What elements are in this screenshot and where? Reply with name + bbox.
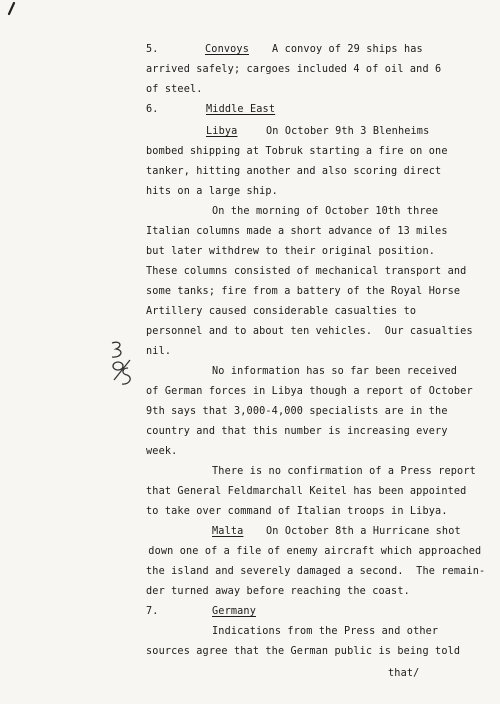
libya-p1-line-1: On October 9th 3 Blenheims [266,126,430,137]
libya-p3-line-4: country and that this number is increasing every [146,426,448,437]
malta-line-3: the island and severely damaged a second. The remain- [146,566,486,577]
libya-p2-line-3: but later withdrew to their original position. [146,246,436,257]
libya-p4-line-3: to take over command of Italian troops in Libya. [146,506,448,517]
section-7-number: 7. [146,606,159,617]
libya-p2-line-4: These columns consisted of mechanical transport and [146,266,467,277]
libya-p2-line-8: nil. [146,346,172,357]
libya-p3-line-5: week. [146,446,178,457]
libya-p4-line-2: that General Feldmarchall Keitel has been appointed [146,486,467,497]
libya-p2-line-6: Artillery caused considerable casualties to [146,306,417,317]
section-7-heading: Germany [212,606,256,617]
libya-p2-line-7: personnel and to about ten vehicles. Our casualties [146,326,473,337]
section-6-heading: Middle East [206,104,276,115]
pencil-mark [5,2,19,16]
malta-line-1: On October 8th a Hurricane shot [266,526,461,537]
section-5-line-3: of steel. [146,84,203,95]
libya-p1-line-3: tanker, hitting another and also scoring direct [146,166,442,177]
libya-p4-line-1: There is no confirmation of a Press report [212,466,476,477]
section-6-number: 6. [146,104,159,115]
catchword: that/ [388,668,420,679]
libya-p1-line-2: bombed shipping at Tobruk starting a fire on one [146,146,448,157]
section-7-line-1: Indications from the Press and other [212,626,439,637]
libya-p2-line-5: some tanks; fire from a battery of the Royal Horse [146,286,461,297]
libya-p1-line-4: hits on a large ship. [146,186,278,197]
libya-p3-line-1: No information has so far been received [212,366,458,377]
malta-line-4: der turned away before reaching the coast. [146,586,410,597]
handwritten-margin-note [108,340,136,388]
section-5-line-1: A convoy of 29 ships has [272,44,423,55]
libya-p2-line-1: On the morning of October 10th three [212,206,439,217]
section-7-line-2: sources agree that the German public is being told [146,646,461,657]
section-5-number: 5. [146,44,159,55]
section-5-heading: Convoys [205,44,249,55]
malta-subheading: Malta [212,526,244,537]
libya-p3-line-2: of German forces in Libya though a report of October [146,386,473,397]
malta-line-2: down one of a file of enemy aircraft which approached [142,546,482,557]
libya-subheading: Libya [206,126,238,137]
section-5-line-2: arrived safely; cargoes included 4 of oil and 6 [146,64,442,75]
libya-p3-line-3: 9th says that 3,000-4,000 specialists are in the [146,406,448,417]
libya-p2-line-2: Italian columns made a short advance of 13 miles [146,226,448,237]
